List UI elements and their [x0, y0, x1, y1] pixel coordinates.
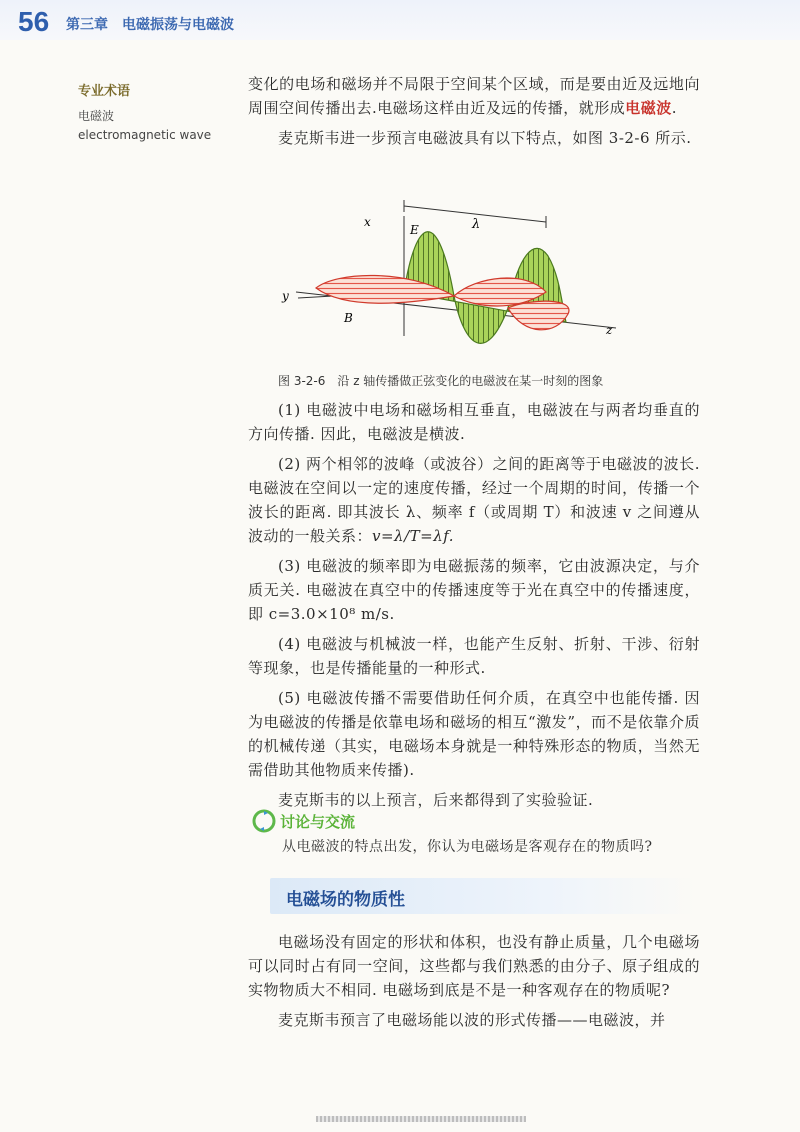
label-y: y [282, 289, 289, 303]
page-header [0, 0, 800, 40]
glossary-sidebar [78, 80, 238, 142]
section-body [248, 930, 700, 1038]
glossary-term-cn: 电磁波 [78, 109, 115, 123]
point-3: (3) 电磁波的频率即为电磁振荡的频率，它由波源决定，与介质无关. 电磁波在真空中的传播速度等于光在真空中的传播速度，即 c=3.0×10⁸ m/s. [248, 557, 700, 623]
characteristics-list [248, 398, 700, 818]
intro-paragraph-2: 麦克斯韦进一步预言电磁波具有以下特点，如图 3-2-6 所示. [278, 129, 692, 147]
wave-formula: v=λ/T=λf. [372, 527, 454, 545]
section-title: 电磁场的物质性 [286, 890, 405, 909]
point-1: (1) 电磁波中电场和磁场相互垂直，电磁波在与两者均垂直的方向传播. 因此，电磁波是横波. [248, 401, 700, 443]
section-header [270, 878, 696, 914]
point-4: (4) 电磁波与机械波一样，也能产生反射、折射、干涉、衍射等现象，也是传播能量的一种形式. [248, 635, 700, 677]
page-number: 56 [18, 6, 50, 37]
point-5: (5) 电磁波传播不需要借助任何介质，在真空中也能传播. 因为电磁波的传播是依靠电场和磁场的相互“激发”，而不是依靠介质的机械传递（其实，电磁场本身就是一种特殊形态的物质，当然无需借助其他物质来传播). [248, 689, 700, 779]
magnetic-field-wave-3 [508, 301, 569, 330]
section-paragraph-2: 麦克斯韦预言了电磁场能以波的形式传播——电磁波，并 [278, 1011, 666, 1029]
highlight-term: 电磁波 [625, 99, 672, 117]
label-lambda: λ [472, 217, 481, 232]
discussion-question: 从电磁波的特点出发，你认为电磁场是客观存在的物质吗? [282, 839, 653, 855]
intro-text-a: 变化的电场和磁场并不局限于空间某个区域，而是要由近及远地向周围空间传播出去.电磁场这样由近及远的传播，就形成 [248, 75, 700, 117]
intro-text-b: . [671, 99, 678, 117]
footer-mark [316, 1116, 526, 1122]
label-x: x [364, 215, 371, 229]
glossary-title: 专业术语 [78, 84, 131, 99]
discussion-heading [252, 806, 355, 836]
intro-text [248, 72, 700, 156]
figure-caption: 图 3-2-6 沿 z 轴传播做正弦变化的电磁波在某一时刻的图象 [278, 374, 604, 388]
point-2-text: (2) 两个相邻的波峰（或波谷）之间的距离等于电磁波的波长. 电磁波在空间以一定的速度传播，经过一个周期的时间，传播一个波长的距离. 即其波长 λ、频率 f（或周期 T）和波速 v 之间遵从波动的一般关系： [248, 455, 700, 545]
intro-paragraph-1 [248, 72, 700, 120]
em-wave-figure [276, 196, 636, 366]
label-E: E [410, 223, 419, 237]
discussion-label: 讨论与交流 [280, 813, 356, 831]
section-paragraph-1: 电磁场没有固定的形状和体积，也没有静止质量，几个电磁场可以同时占有同一空间，这些都与我们熟悉的由分子、原子组成的实物物质大不相同. 电磁场到底是不是一种客观存在的物质呢? [248, 933, 700, 999]
label-B: B [344, 311, 353, 325]
point-2 [248, 452, 700, 548]
discussion-icon [252, 809, 276, 833]
glossary-term-en: electromagnetic wave [78, 128, 212, 142]
point-6: 麦克斯韦的以上预言，后来都得到了实验验证. [278, 791, 594, 809]
label-z: z [606, 323, 613, 337]
chapter-title: 第三章 电磁振荡与电磁波 [66, 16, 234, 32]
